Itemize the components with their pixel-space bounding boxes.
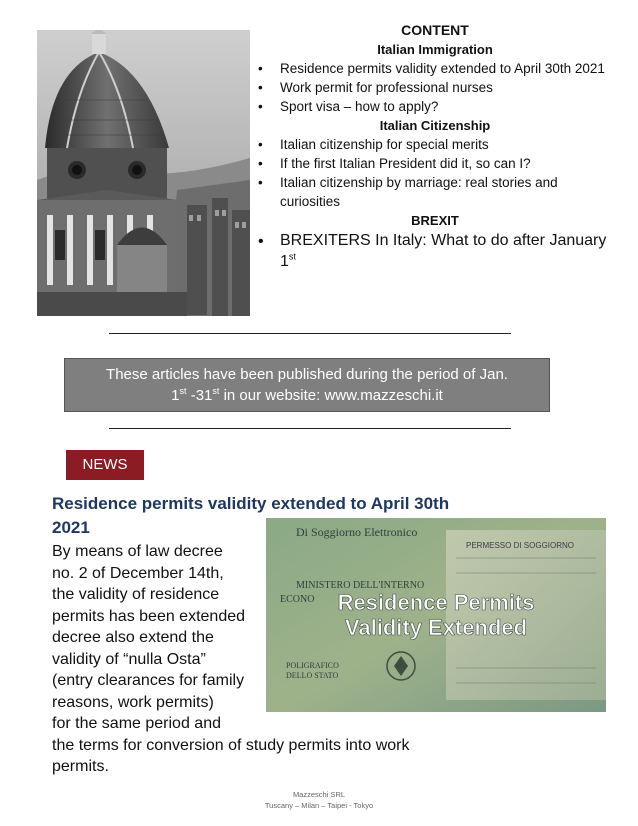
article-body bbox=[52, 541, 492, 778]
card-text: POLIGRAFICO bbox=[286, 661, 339, 670]
article-line: permits has been extended bbox=[52, 607, 246, 625]
article-line: for the same period and bbox=[52, 715, 221, 732]
divider bbox=[109, 428, 511, 429]
image-caption-line-2: Validity Extended bbox=[344, 615, 528, 640]
news-label: NEWS bbox=[66, 450, 144, 480]
contents-item[interactable]: • Italian citizenship for special merits bbox=[250, 135, 620, 154]
article-line: the validity of residence bbox=[52, 586, 220, 603]
contents-item[interactable]: • Residence permits validity extended to April 30th 2021 bbox=[250, 59, 620, 78]
banner-line-2: 1st -31st in our website: www.mazzeschi.it bbox=[171, 386, 443, 404]
contents-item[interactable]: • Italian citizenship by marriage: real stories and curiosities bbox=[250, 173, 620, 211]
section-list bbox=[250, 230, 620, 272]
footer-company: Mazzeschi SRL bbox=[292, 790, 346, 799]
page-footer bbox=[0, 789, 638, 811]
image-caption-line-1: Residence Permits bbox=[337, 590, 535, 615]
card-text: DELLO STATO bbox=[286, 671, 339, 680]
card-text: PERMESSO DI SOGGIORNO bbox=[466, 541, 575, 550]
publication-banner bbox=[64, 358, 550, 412]
footer-locations: Tuscany – Milan – Taipei - Tokyo bbox=[264, 801, 374, 810]
divider bbox=[109, 333, 511, 334]
section-heading: Italian Citizenship bbox=[379, 118, 491, 133]
article-line: permits. bbox=[52, 758, 109, 775]
contents-item[interactable]: • If the first Italian President did it, so can I? bbox=[250, 154, 620, 173]
article-line: decree also extend the bbox=[52, 629, 214, 646]
article-line: By means of law decree bbox=[52, 543, 223, 560]
article-line: (entry clearances for family bbox=[52, 672, 245, 689]
banner-line-1: These articles have been published during the period of Jan. bbox=[106, 366, 508, 383]
section-heading: Italian Immigration bbox=[377, 42, 493, 57]
contents-item[interactable]: • Sport visa – how to apply? bbox=[250, 97, 620, 116]
contents-panel bbox=[250, 20, 620, 272]
article-line: reasons, work permits) bbox=[52, 693, 214, 711]
card-text: MINISTERO DELL'INTERNO bbox=[296, 580, 425, 591]
section-heading: BREXIT bbox=[411, 213, 459, 228]
article-line: validity of “nulla Osta” bbox=[52, 650, 206, 668]
contents-title: CONTENT bbox=[401, 22, 469, 38]
contents-item[interactable]: • Work permit for professional nurses bbox=[250, 78, 620, 97]
section-list bbox=[250, 135, 620, 211]
card-text: ECONO bbox=[280, 594, 315, 605]
article-line: the terms for conversion of study permits into work bbox=[52, 736, 410, 754]
article-headline: Residence permits validity extended to April 30th 2021 bbox=[52, 494, 450, 537]
section-list bbox=[250, 59, 620, 116]
contents-item[interactable]: • BREXITERS In Italy: What to do after January 1st bbox=[250, 230, 620, 272]
florence-cathedral-photo bbox=[37, 30, 250, 316]
card-text: Di Soggiorno Elettronico bbox=[296, 525, 418, 539]
article-line: no. 2 of December 14th, bbox=[52, 564, 224, 582]
